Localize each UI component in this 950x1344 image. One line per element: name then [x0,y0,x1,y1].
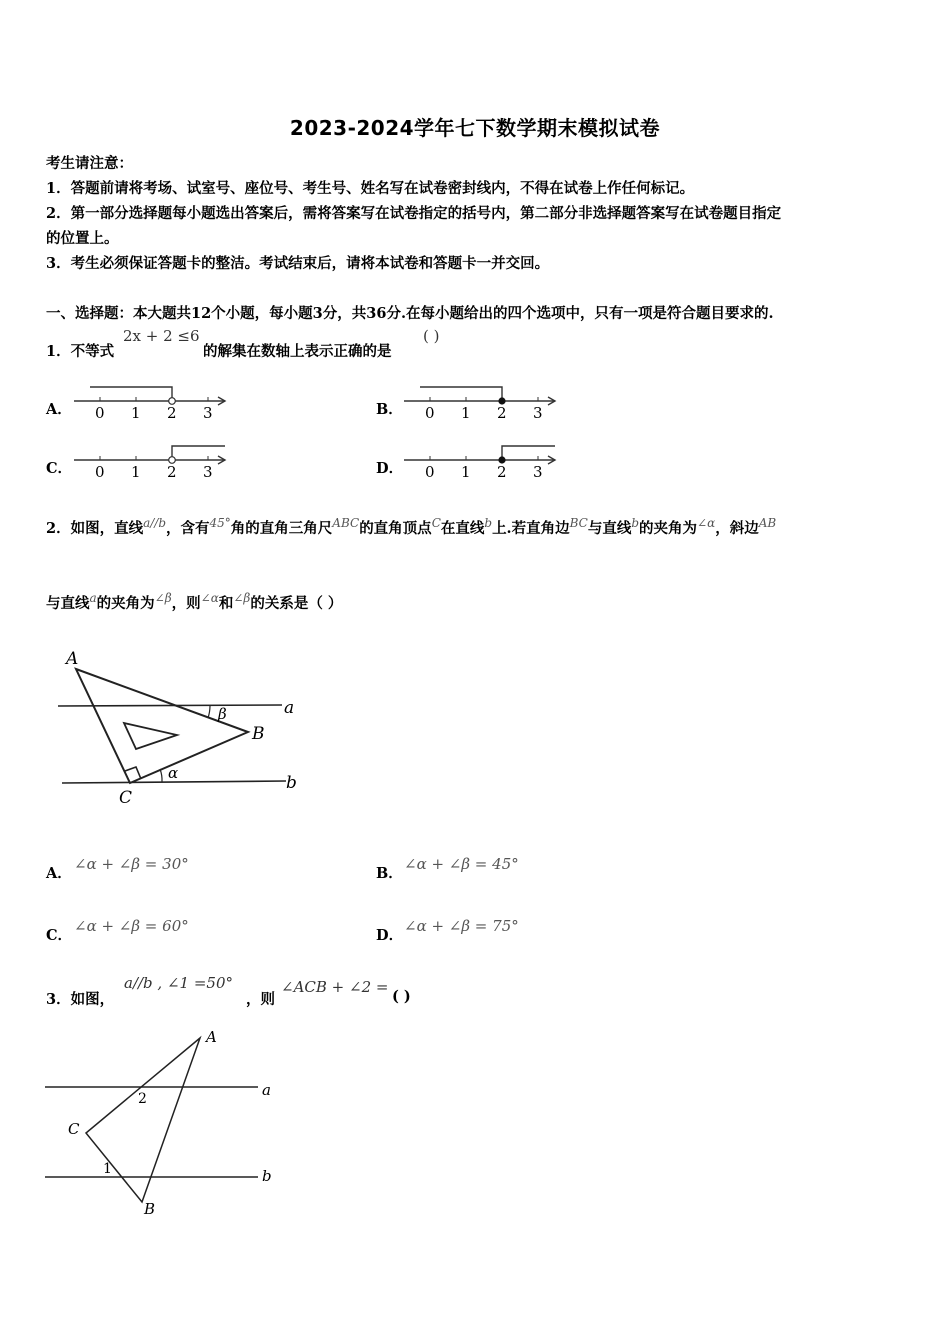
tick-0: 0 [425,404,435,422]
tick-3: 3 [203,404,213,422]
notice-item-1: 1．答题前请将考场、试室号、座位号、考生号、姓名写在试卷密封线内，不得在试卷上作任何标记。 [46,180,695,197]
q1-option-a-label: A． [46,401,72,418]
tick-2: 2 [167,463,177,481]
q3-prefix: 3．如图， [46,991,115,1008]
q1-formula: 2x + 2 ≤6 [123,327,200,345]
tick-0: 0 [95,404,105,422]
q2-option-a: ∠α + ∠β = 30° [74,855,189,873]
q2-option-c: ∠α + ∠β = 60° [74,917,189,935]
q2-option-c-label: C． [46,927,73,944]
tick-3: 3 [533,463,543,481]
notice-item-2-cont: 的位置上。 [46,230,119,247]
q1-number-line-b [400,380,560,425]
q3-mid: ，则 [246,991,275,1008]
q1-prefix: 1．不等式 [46,343,115,360]
q2-option-a-label: A． [46,865,72,882]
label-beta: β [218,705,227,723]
q2-option-b: ∠α + ∠β = 45° [404,855,519,873]
q1-suffix: 的解集在数轴上表示正确的是 [203,343,392,360]
label-b: b [286,773,297,793]
notice-item-2: 2．第一部分选择题每小题选出答案后，需将答案写在试卷指定的括号内，第二部分非选择题答案写在试卷题目指定 [46,205,782,222]
label-b: b [262,1167,272,1185]
tick-0: 0 [95,463,105,481]
q2-option-d-label: D． [376,927,404,944]
label-C: C [119,788,133,808]
label-A: A [66,649,79,669]
label-2: 2 [138,1091,147,1107]
q3-paren: ( ) [392,988,411,1005]
q2-text-line2: 与直线$^a$的夹角为$^{\angle\beta}$，则$^{\angle\alpha}$和$^{\angle\beta}$的关系是（ ） [46,591,343,612]
notice-heading: 考生请注意： [46,155,133,172]
tick-3: 3 [203,463,213,481]
label-alpha: α [168,764,179,782]
section-heading: 一、选择题：本大题共12个小题，每小题3分，共36分.在每小题给出的四个选项中，只有一项是符合题目要求的. [46,305,774,322]
q1-paren: ( ) [423,327,440,345]
label-B: B [144,1200,156,1218]
label-A: A [206,1028,217,1046]
tick-1: 1 [131,463,141,481]
label-C: C [68,1120,80,1138]
q1-number-line-d [400,439,560,484]
tick-0: 0 [425,463,435,481]
q3-formula1: a//b , ∠1 =50° [124,974,233,992]
notice-item-3: 3．考生必须保证答题卡的整洁。考试结束后，请将本试卷和答题卡一并交回。 [46,255,550,272]
label-1: 1 [103,1161,112,1177]
label-a: a [284,698,295,718]
tick-1: 1 [131,404,141,422]
q2-text-line1: 2．如图，直线$^{a//b}$，含有$^{45^\circ}$角的直角三角尺$^{ABC}$的直角顶点$^C$在直线$^b$上.若直角边$^{BC}$与直线$^b$的夹角为$^{\angle\alpha}$，斜边$^{AB}$ [46,516,777,537]
tick-3: 3 [533,404,543,422]
q1-option-c-label: C． [46,460,73,477]
label-a: a [262,1081,271,1099]
q2-figure [50,645,310,815]
tick-2: 2 [167,404,177,422]
label-B: B [252,724,265,744]
q1-option-d-label: D． [376,460,404,477]
page-title: 2023-2024学年七下数学期末模拟试卷 [289,116,661,140]
tick-1: 1 [461,463,471,481]
tick-2: 2 [497,463,507,481]
q2-option-b-label: B． [376,865,403,882]
tick-2: 2 [497,404,507,422]
q2-option-d: ∠α + ∠β = 75° [404,917,519,935]
q1-number-line-a [70,380,230,425]
q3-figure [40,1025,290,1225]
q3-formula2: ∠ACB + ∠2 = [281,978,389,996]
q1-option-b-label: B． [376,401,403,418]
q1-number-line-c [70,439,230,484]
tick-1: 1 [461,404,471,422]
